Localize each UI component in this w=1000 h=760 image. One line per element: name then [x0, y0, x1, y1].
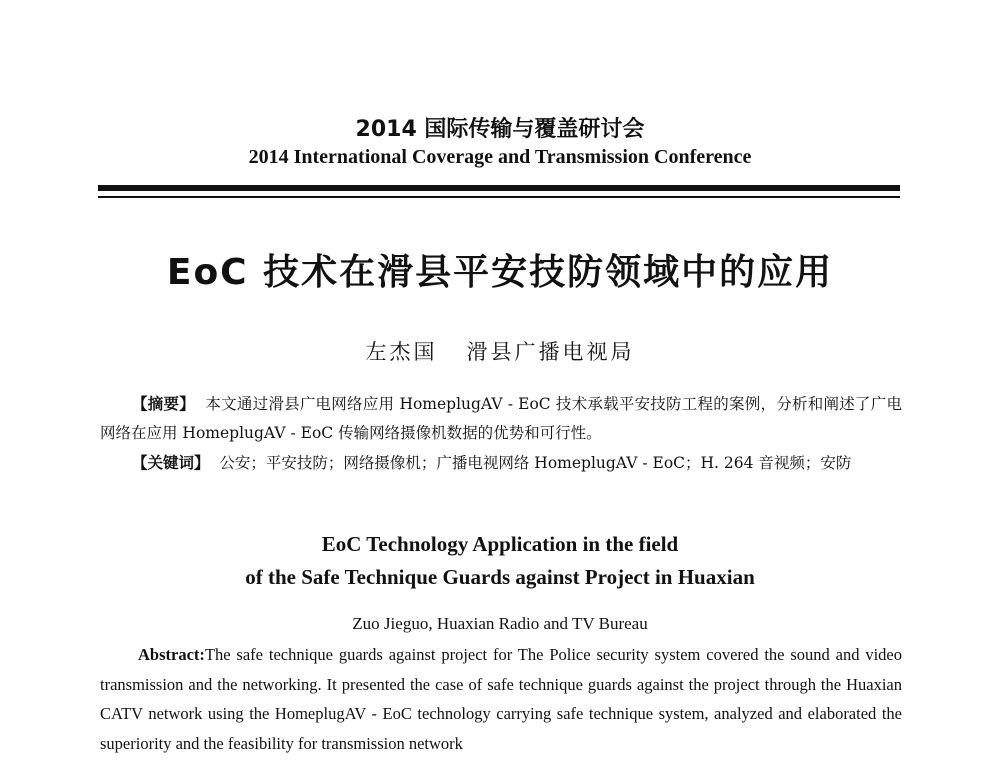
keywords-cn-text: 公安；平安技防；网络摄像机；广播电视网络 HomeplugAV - EoC；H. 264 音视频；安防: [219, 454, 852, 472]
byline-en: Zuo Jieguo, Huaxian Radio and TV Bureau: [352, 614, 648, 633]
abstract-cn-label: 【摘要】: [132, 395, 195, 413]
abstract-en: [100, 640, 902, 758]
header-rule-thick: [98, 185, 900, 191]
abstract-cn-text: 本文通过滑县广电网络应用 HomeplugAV - EoC 技术承载平安技防工程的案例，分析和阐述了广电网络在应用 HomeplugAV - EoC 传输网络摄像机数据的优势和可行性。: [100, 395, 902, 442]
abstract-en-text: The safe technique guards against project for The Police security system covered the sound and video transmission and the networking. It presented the case of safe technique guards against the project through the Huaxian CATV network using the HomeplugAV - EoC technology carrying safe technique system, analyzed and elaborated the superiority and the feasibility for transmission network: [100, 645, 902, 753]
author-cn: 左杰国: [365, 340, 438, 364]
header-rule-thin: [98, 196, 900, 198]
abstract-en-label: Abstract:: [138, 645, 205, 664]
byline-cn: [0, 336, 1000, 366]
keywords-cn-label: 【关键词】: [132, 454, 210, 472]
keywords-cn: [100, 449, 902, 478]
article-title-en: [0, 528, 1000, 594]
article-title-cn: EoC 技术在滑县平安技防领域中的应用: [166, 252, 834, 293]
affiliation-cn: 滑县广播电视局: [466, 340, 635, 364]
article-title-en-line2: of the Safe Technique Guards against Project in Huaxian: [245, 565, 755, 589]
abstract-cn: [100, 390, 902, 448]
conference-title-cn: 2014 国际传输与覆盖研讨会: [355, 117, 645, 142]
article-title-en-line1: EoC Technology Application in the field: [321, 532, 679, 556]
conference-title-en: 2014 International Coverage and Transmission Conference: [248, 146, 752, 168]
